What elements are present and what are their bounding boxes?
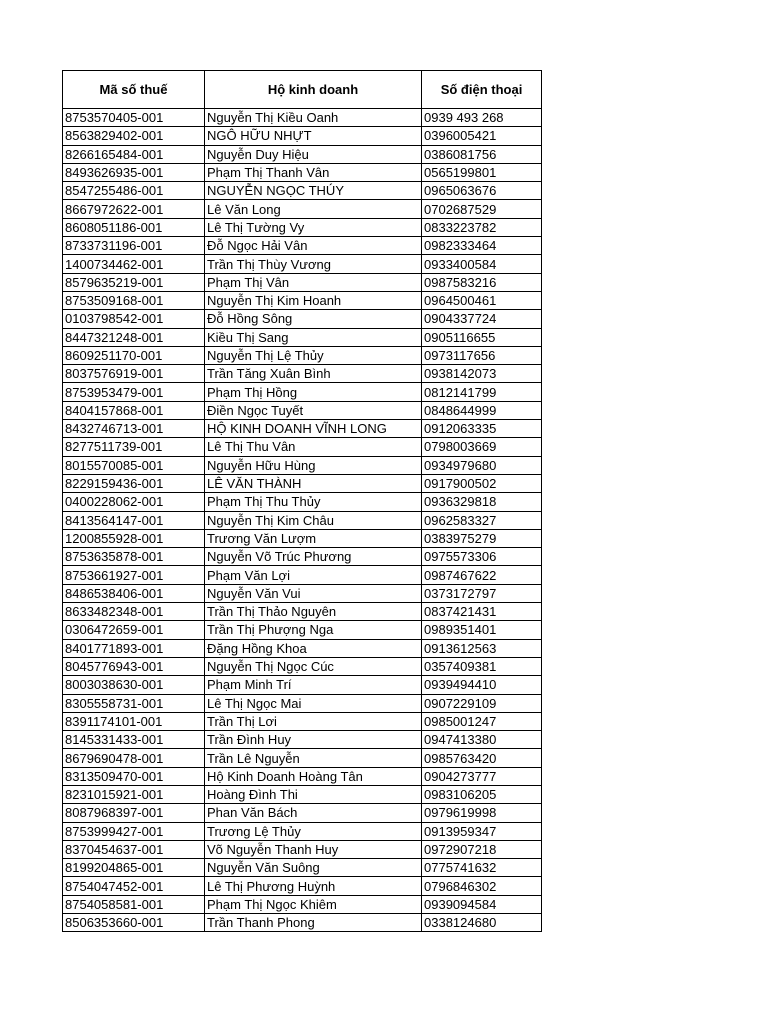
table-row [63,456,542,474]
business-name-cell: Trần Thị Thùy Vương [205,255,422,273]
tax-code-cell: 8679690478-001 [63,749,205,767]
tax-code-cell: 8493626935-001 [63,163,205,181]
business-name-cell: Trần Tăng Xuân Bình [205,365,422,383]
tax-code-cell: 8753953479-001 [63,383,205,401]
phone-cell: 0975573306 [422,548,542,566]
business-name-cell: NGÔ HỮU NHỰT [205,127,422,145]
phone-cell: 0905116655 [422,328,542,346]
phone-cell: 0939494410 [422,676,542,694]
phone-cell: 0565199801 [422,163,542,181]
tax-code-cell: 8608051186-001 [63,218,205,236]
table-row [63,639,542,657]
table-row [63,346,542,364]
table-row [63,237,542,255]
tax-code-cell: 8547255486-001 [63,182,205,200]
table-row [63,895,542,913]
phone-cell: 0934979680 [422,456,542,474]
table-row [63,804,542,822]
phone-cell: 0386081756 [422,145,542,163]
table-row [63,127,542,145]
business-name-cell: Phạm Thị Thanh Vân [205,163,422,181]
phone-cell: 0983106205 [422,785,542,803]
business-name-cell: Võ Nguyễn Thanh Huy [205,840,422,858]
table-row [63,200,542,218]
business-name-cell: Phạm Văn Lợi [205,566,422,584]
tax-code-cell: 8486538406-001 [63,584,205,602]
tax-code-cell: 8609251170-001 [63,346,205,364]
business-name-cell: Lê Thị Tường Vy [205,218,422,236]
tax-code-cell: 8037576919-001 [63,365,205,383]
tax-code-cell: 8506353660-001 [63,914,205,932]
business-name-cell: Phạm Minh Trí [205,676,422,694]
tax-code-cell: 8045776943-001 [63,657,205,675]
phone-cell: 0979619998 [422,804,542,822]
phone-cell: 0947413380 [422,731,542,749]
business-name-cell: Trần Lê Nguyễn [205,749,422,767]
business-name-cell: Nguyễn Thị Ngọc Cúc [205,657,422,675]
tax-code-cell: 8733731196-001 [63,237,205,255]
phone-cell: 0812141799 [422,383,542,401]
table-header [63,71,542,109]
phone-cell: 0936329818 [422,493,542,511]
business-name-cell: Đặng Hồng Khoa [205,639,422,657]
tax-code-cell: 8404157868-001 [63,401,205,419]
business-name-cell: Phạm Thị Hồng [205,383,422,401]
phone-cell: 0702687529 [422,200,542,218]
phone-cell: 0985001247 [422,712,542,730]
tax-code-cell: 8579635219-001 [63,273,205,291]
business-name-cell: Lê Thị Thu Vân [205,438,422,456]
tax-code-cell: 8753999427-001 [63,822,205,840]
business-name-cell: Phạm Thị Ngọc Khiêm [205,895,422,913]
tax-code-cell: 8370454637-001 [63,840,205,858]
tax-code-cell: 8563829402-001 [63,127,205,145]
table-row [63,822,542,840]
business-name-cell: HỘ KINH DOANH VĨNH LONG [205,420,422,438]
header-phone: Số điện thoại [422,71,542,109]
table-row [63,566,542,584]
business-name-cell: Lê Thị Phương Huỳnh [205,877,422,895]
phone-cell: 0913959347 [422,822,542,840]
phone-cell: 0965063676 [422,182,542,200]
table-row [63,420,542,438]
table-row [63,255,542,273]
header-business-name: Hộ kinh doanh [205,71,422,109]
phone-cell: 0383975279 [422,529,542,547]
table-row [63,145,542,163]
table-row [63,914,542,932]
tax-code-cell: 0103798542-001 [63,310,205,328]
tax-code-cell: 8145331433-001 [63,731,205,749]
business-name-cell: Nguyễn Thị Kim Hoanh [205,291,422,309]
phone-cell: 0907229109 [422,694,542,712]
table-row [63,182,542,200]
business-name-cell: Lê Thị Ngọc Mai [205,694,422,712]
phone-cell: 0357409381 [422,657,542,675]
tax-code-cell: 8015570085-001 [63,456,205,474]
business-name-cell: Nguyễn Hữu Hùng [205,456,422,474]
tax-code-cell: 8401771893-001 [63,639,205,657]
business-name-cell: Nguyễn Võ Trúc Phương [205,548,422,566]
table-row [63,328,542,346]
business-name-cell: Hoàng Đình Thi [205,785,422,803]
business-name-cell: Trần Thị Phượng Nga [205,621,422,639]
tax-code-cell: 8003038630-001 [63,676,205,694]
table-row [63,767,542,785]
table-row [63,676,542,694]
table-row [63,712,542,730]
table-row [63,109,542,127]
tax-code-cell: 8753635878-001 [63,548,205,566]
phone-cell: 0798003669 [422,438,542,456]
phone-cell: 0938142073 [422,365,542,383]
header-tax-code: Mã số thuế [63,71,205,109]
table-row [63,365,542,383]
phone-cell: 0939094584 [422,895,542,913]
phone-cell: 0373172797 [422,584,542,602]
tax-code-cell: 8633482348-001 [63,603,205,621]
table-row [63,840,542,858]
table-row [63,474,542,492]
table-row [63,438,542,456]
phone-cell: 0913612563 [422,639,542,657]
phone-cell: 0987583216 [422,273,542,291]
business-name-cell: Nguyễn Thị Kiều Oanh [205,109,422,127]
tax-code-cell: 8391174101-001 [63,712,205,730]
business-name-cell: Trần Thị Lơi [205,712,422,730]
tax-code-cell: 8199204865-001 [63,859,205,877]
phone-cell: 0396005421 [422,127,542,145]
business-name-cell: Phạm Thị Vân [205,273,422,291]
table-row [63,273,542,291]
business-name-cell: Nguyễn Thị Lệ Thủy [205,346,422,364]
table-row [63,548,542,566]
table-row [63,529,542,547]
business-name-cell: Trương Lệ Thủy [205,822,422,840]
business-table [62,70,542,932]
business-name-cell: NGUYỄN NGỌC THÚY [205,182,422,200]
tax-code-cell: 8277511739-001 [63,438,205,456]
tax-code-cell: 0306472659-001 [63,621,205,639]
business-name-cell: Phạm Thị Thu Thủy [205,493,422,511]
phone-cell: 0985763420 [422,749,542,767]
phone-cell: 0338124680 [422,914,542,932]
tax-code-cell: 8305558731-001 [63,694,205,712]
tax-code-cell: 0400228062-001 [63,493,205,511]
table-row [63,584,542,602]
tax-code-cell: 1200855928-001 [63,529,205,547]
phone-cell: 0989351401 [422,621,542,639]
table-row [63,749,542,767]
tax-code-cell: 8753509168-001 [63,291,205,309]
business-name-cell: Kiều Thị Sang [205,328,422,346]
business-name-cell: Trần Thị Thảo Nguyên [205,603,422,621]
header-row [63,71,542,109]
tax-code-cell: 8753570405-001 [63,109,205,127]
table-row [63,310,542,328]
phone-cell: 0848644999 [422,401,542,419]
tax-code-cell: 8313509470-001 [63,767,205,785]
table-row [63,603,542,621]
table-row [63,785,542,803]
business-name-cell: Đỗ Hồng Sông [205,310,422,328]
phone-cell: 0939 493 268 [422,109,542,127]
table-row [63,657,542,675]
tax-code-cell: 8432746713-001 [63,420,205,438]
tax-code-cell: 8754047452-001 [63,877,205,895]
table-row [63,859,542,877]
tax-code-cell: 8413564147-001 [63,511,205,529]
phone-cell: 0987467622 [422,566,542,584]
phone-cell: 0833223782 [422,218,542,236]
table-row [63,218,542,236]
table-row [63,731,542,749]
table-row [63,511,542,529]
business-name-cell: Nguyễn Văn Suông [205,859,422,877]
business-name-cell: Nguyễn Văn Vui [205,584,422,602]
phone-cell: 0796846302 [422,877,542,895]
phone-cell: 0973117656 [422,346,542,364]
phone-cell: 0982333464 [422,237,542,255]
table-row [63,694,542,712]
table-row [63,877,542,895]
business-name-cell: LÊ VĂN THÀNH [205,474,422,492]
tax-code-cell: 8266165484-001 [63,145,205,163]
phone-cell: 0904337724 [422,310,542,328]
table-row [63,163,542,181]
phone-cell: 0775741632 [422,859,542,877]
tax-code-cell: 8087968397-001 [63,804,205,822]
table-row [63,493,542,511]
phone-cell: 0904273777 [422,767,542,785]
tax-code-cell: 8667972622-001 [63,200,205,218]
tax-code-cell: 1400734462-001 [63,255,205,273]
business-name-cell: Trần Thanh Phong [205,914,422,932]
phone-cell: 0962583327 [422,511,542,529]
tax-code-cell: 8229159436-001 [63,474,205,492]
business-name-cell: Nguyễn Duy Hiệu [205,145,422,163]
tax-code-cell: 8231015921-001 [63,785,205,803]
business-name-cell: Lê Văn Long [205,200,422,218]
table-row [63,621,542,639]
table-row [63,291,542,309]
phone-cell: 0837421431 [422,603,542,621]
phone-cell: 0933400584 [422,255,542,273]
table-row [63,383,542,401]
business-name-cell: Nguyễn Thị Kim Châu [205,511,422,529]
phone-cell: 0917900502 [422,474,542,492]
table-row [63,401,542,419]
tax-code-cell: 8754058581-001 [63,895,205,913]
table-body [63,109,542,932]
business-name-cell: Đỗ Ngọc Hải Vân [205,237,422,255]
phone-cell: 0964500461 [422,291,542,309]
phone-cell: 0912063335 [422,420,542,438]
tax-code-cell: 8447321248-001 [63,328,205,346]
business-name-cell: Phan Văn Bách [205,804,422,822]
business-name-cell: Trần Đình Huy [205,731,422,749]
business-name-cell: Trương Văn Lượm [205,529,422,547]
business-name-cell: Hộ Kinh Doanh Hoàng Tân [205,767,422,785]
phone-cell: 0972907218 [422,840,542,858]
tax-code-cell: 8753661927-001 [63,566,205,584]
business-name-cell: Điền Ngọc Tuyết [205,401,422,419]
